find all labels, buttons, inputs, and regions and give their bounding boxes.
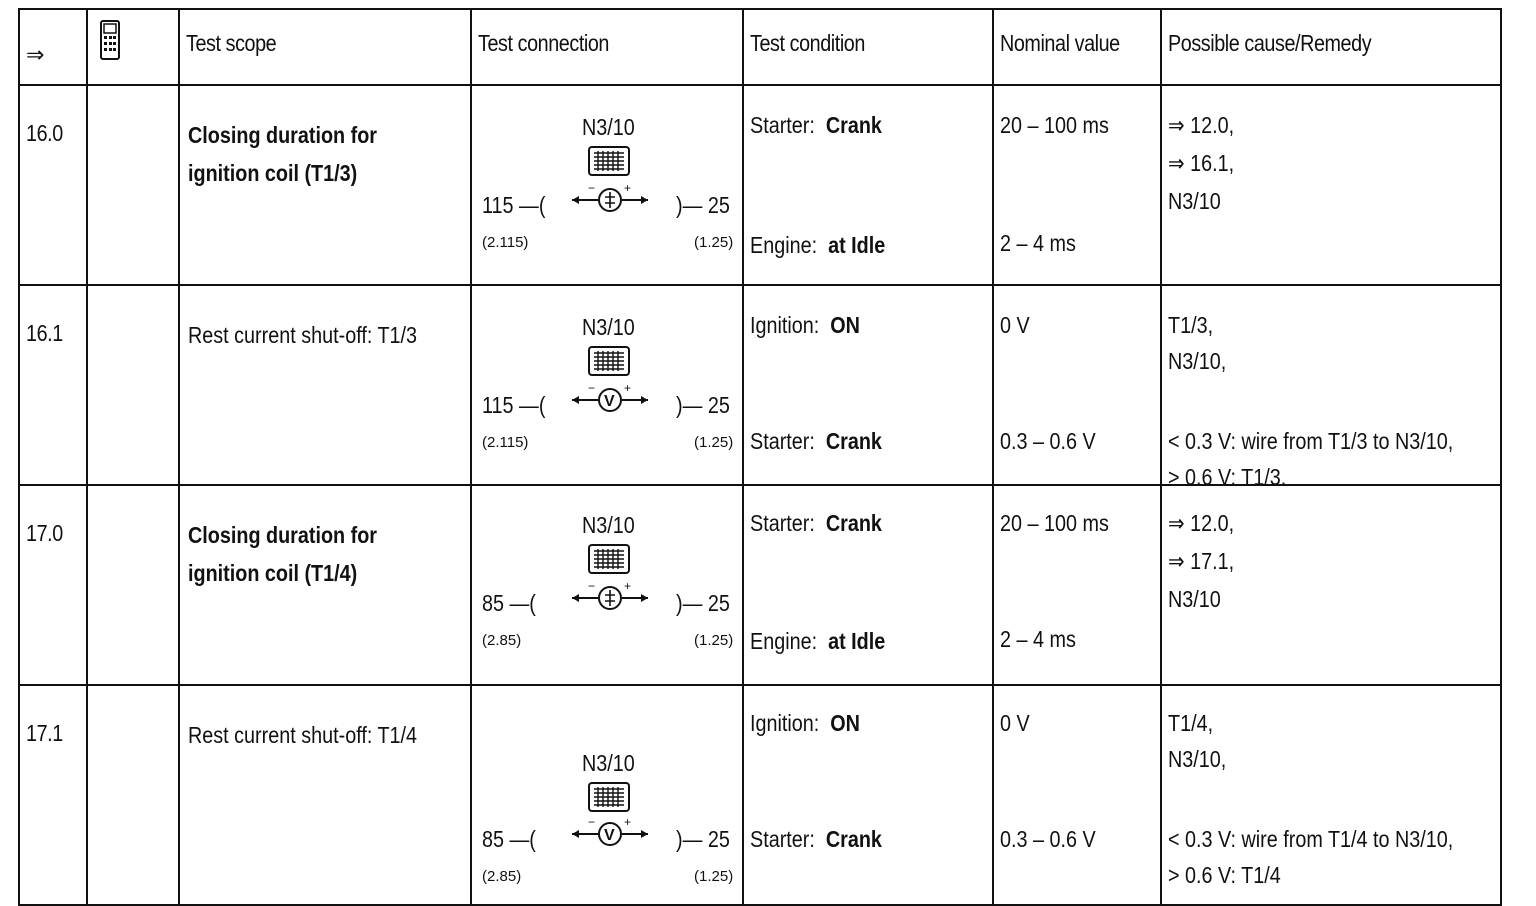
- row-number-text: 17.1: [26, 720, 63, 746]
- left-pin-sub: (2.115): [482, 434, 529, 451]
- condition-label: Starter:: [750, 826, 815, 852]
- test-connection-cell: [471, 485, 743, 685]
- header-test-condition: [743, 9, 993, 85]
- remedy-line: < 0.3 V: wire from T1/4 to N3/10,: [1168, 826, 1454, 852]
- header-label: Test scope: [186, 30, 277, 56]
- svg-text:V: V: [604, 393, 615, 410]
- right-pin-number: 25: [707, 826, 730, 852]
- condition-line: [750, 710, 860, 737]
- nominal-value-text: 0.3 – 0.6 V: [1000, 428, 1096, 454]
- test-scope-text: [188, 716, 417, 754]
- svg-text:+: +: [624, 381, 632, 395]
- tester-cell: [87, 685, 179, 905]
- test-scope-text: [188, 116, 377, 192]
- voltmeter-icon: [570, 814, 650, 854]
- connection-diagram: [472, 686, 742, 904]
- tester-cell: [87, 485, 179, 685]
- svg-text:+: +: [624, 181, 632, 195]
- condition-value: Crank: [825, 510, 882, 536]
- remedy-line: ⇒ 12.0,: [1168, 112, 1235, 138]
- row-number-text: 16.1: [26, 320, 63, 346]
- row-number-text: 17.0: [26, 520, 63, 546]
- left-pin-number: 85: [482, 826, 505, 852]
- tester-cell: [87, 285, 179, 485]
- nominal-value-text: 0.3 – 0.6 V: [1000, 826, 1096, 852]
- right-pin-sub: (1.25): [694, 234, 734, 251]
- test-condition-cell: [743, 85, 993, 285]
- condition-label: Starter:: [750, 112, 815, 138]
- condition-line: [750, 628, 885, 655]
- header-label: Possible cause/Remedy: [1168, 30, 1372, 56]
- svg-text:−: −: [588, 579, 596, 593]
- nominal-value-text: 20 – 100 ms: [1000, 510, 1109, 536]
- remedy-line: ⇒ 12.0,: [1168, 510, 1235, 536]
- scope-line: ignition coil (T1/4): [188, 560, 358, 586]
- device-label: N3/10: [582, 314, 635, 340]
- test-scope-text: [188, 516, 377, 592]
- svg-text:−: −: [588, 381, 596, 395]
- condition-line: [750, 428, 882, 455]
- condition-line: [750, 312, 860, 339]
- condition-value: at Idle: [828, 628, 886, 654]
- scope-line: ignition coil (T1/3): [188, 160, 358, 186]
- remedy-line: N3/10,: [1168, 348, 1227, 374]
- test-scope-cell: [179, 85, 471, 285]
- row-number: [19, 285, 87, 485]
- condition-line: [750, 232, 885, 259]
- nominal-value-text: 0 V: [1000, 710, 1030, 736]
- right-pin: )— 25: [676, 826, 730, 852]
- nominal-value-text: 2 – 4 ms: [1000, 626, 1076, 652]
- table-row: [19, 85, 1501, 285]
- left-pin: 85 —(: [482, 590, 536, 616]
- left-pin-sub: (2.85): [482, 632, 522, 649]
- header-label: Test connection: [478, 30, 610, 56]
- dwell-meter-icon: [570, 578, 650, 618]
- test-scope-cell: [179, 285, 471, 485]
- right-pin-sub: (1.25): [694, 868, 734, 885]
- scope-line: Closing duration for: [188, 522, 377, 548]
- dwell-meter-icon: [570, 180, 650, 220]
- scope-line: Rest current shut-off: T1/3: [188, 322, 418, 348]
- condition-label: Ignition:: [750, 312, 820, 338]
- cause-remedy-cell: [1161, 685, 1501, 905]
- row-number: [19, 85, 87, 285]
- nominal-value-text: 2 – 4 ms: [1000, 230, 1076, 256]
- left-pin: 115 —(: [482, 192, 546, 218]
- remedy-line: > 0.6 V: T1/4: [1168, 862, 1281, 888]
- nominal-value-cell: [993, 85, 1161, 285]
- svg-text:−: −: [588, 815, 596, 829]
- table-row: [19, 285, 1501, 485]
- nominal-value-text: 20 – 100 ms: [1000, 112, 1109, 138]
- remedy-line: N3/10,: [1168, 746, 1227, 772]
- condition-value: ON: [830, 312, 860, 338]
- right-pin-sub: (1.25): [694, 434, 734, 451]
- cause-remedy-cell: [1161, 285, 1501, 490]
- voltmeter-icon: [570, 380, 650, 420]
- test-scope-text: [188, 316, 417, 354]
- tester-device-icon: [100, 20, 120, 60]
- nominal-value-cell: [993, 285, 1161, 485]
- header-tester-cell: [87, 9, 179, 85]
- tester-cell: [87, 85, 179, 285]
- remedy-line: ⇒ 17.1,: [1168, 548, 1235, 574]
- right-pin-number: 25: [707, 392, 730, 418]
- condition-value: Crank: [825, 826, 882, 852]
- condition-label: Ignition:: [750, 710, 820, 736]
- condition-label: Engine:: [750, 628, 818, 654]
- left-pin-number: 115: [482, 192, 514, 218]
- remedy-line: > 0.6 V: T1/3.: [1168, 464, 1287, 490]
- condition-value: Crank: [825, 112, 882, 138]
- ecu-icon: [588, 346, 630, 376]
- test-connection-cell: [471, 285, 743, 485]
- left-pin-number: 85: [482, 590, 505, 616]
- row-number: [19, 685, 87, 905]
- remedy-line: N3/10: [1168, 188, 1221, 214]
- test-condition-cell: [743, 285, 993, 485]
- header-label: Test condition: [750, 30, 865, 56]
- remedy-line: N3/10: [1168, 586, 1221, 612]
- cause-remedy-cell: [1161, 85, 1501, 285]
- header-arrow-cell: [19, 9, 87, 85]
- ecu-icon: [588, 782, 630, 812]
- ecu-icon: [588, 544, 630, 574]
- condition-value: at Idle: [828, 232, 886, 258]
- left-pin: 115 —(: [482, 392, 546, 418]
- ecu-icon: [588, 146, 630, 176]
- header-cause-remedy: [1161, 9, 1501, 85]
- test-scope-cell: [179, 685, 471, 905]
- remedy-line: T1/4,: [1168, 710, 1214, 736]
- header-row: [19, 9, 1501, 85]
- test-table: [18, 8, 1502, 906]
- condition-label: Starter:: [750, 428, 815, 454]
- table-row: [19, 485, 1501, 685]
- nominal-value-cell: [993, 685, 1161, 905]
- nominal-value-cell: [993, 485, 1161, 685]
- connection-diagram: [472, 486, 742, 684]
- row-number-text: 16.0: [26, 120, 63, 146]
- cause-remedy-cell: [1161, 485, 1501, 685]
- condition-label: Starter:: [750, 510, 815, 536]
- header-nominal-value: [993, 9, 1161, 85]
- right-pin-sub: (1.25): [694, 632, 734, 649]
- nominal-value-text: 0 V: [1000, 312, 1030, 338]
- test-condition-cell: [743, 685, 993, 905]
- condition-value: ON: [830, 710, 860, 736]
- condition-line: [750, 510, 882, 537]
- right-pin: )— 25: [676, 590, 730, 616]
- header-test-connection: [471, 9, 743, 85]
- header-test-scope: [179, 9, 471, 85]
- svg-text:V: V: [604, 827, 615, 844]
- right-pin: )— 25: [676, 192, 730, 218]
- svg-text:+: +: [624, 815, 632, 829]
- arrow-icon: ⇒: [26, 42, 45, 67]
- scope-line: Closing duration for: [188, 122, 377, 148]
- device-label: N3/10: [582, 512, 635, 538]
- test-connection-cell: [471, 685, 743, 905]
- row-number: [19, 485, 87, 685]
- condition-line: [750, 112, 882, 139]
- right-pin: )— 25: [676, 392, 730, 418]
- left-pin: 85 —(: [482, 826, 536, 852]
- test-connection-cell: [471, 85, 743, 285]
- left-pin-sub: (2.85): [482, 868, 522, 885]
- device-label: N3/10: [582, 750, 635, 776]
- scope-line: Rest current shut-off: T1/4: [188, 722, 418, 748]
- condition-line: [750, 826, 882, 853]
- remedy-line: < 0.3 V: wire from T1/3 to N3/10,: [1168, 428, 1454, 454]
- remedy-line: T1/3,: [1168, 312, 1214, 338]
- right-pin-number: 25: [707, 192, 730, 218]
- svg-text:+: +: [624, 579, 632, 593]
- right-pin-number: 25: [707, 590, 730, 616]
- connection-diagram: [472, 286, 742, 484]
- table-row: [19, 685, 1501, 905]
- condition-label: Engine:: [750, 232, 818, 258]
- header-label: Nominal value: [1000, 30, 1120, 56]
- remedy-line: ⇒ 16.1,: [1168, 150, 1235, 176]
- device-label: N3/10: [582, 114, 635, 140]
- test-condition-cell: [743, 485, 993, 685]
- svg-text:−: −: [588, 181, 596, 195]
- condition-value: Crank: [825, 428, 882, 454]
- connection-diagram: [472, 86, 742, 284]
- left-pin-number: 115: [482, 392, 514, 418]
- left-pin-sub: (2.115): [482, 234, 529, 251]
- test-scope-cell: [179, 485, 471, 685]
